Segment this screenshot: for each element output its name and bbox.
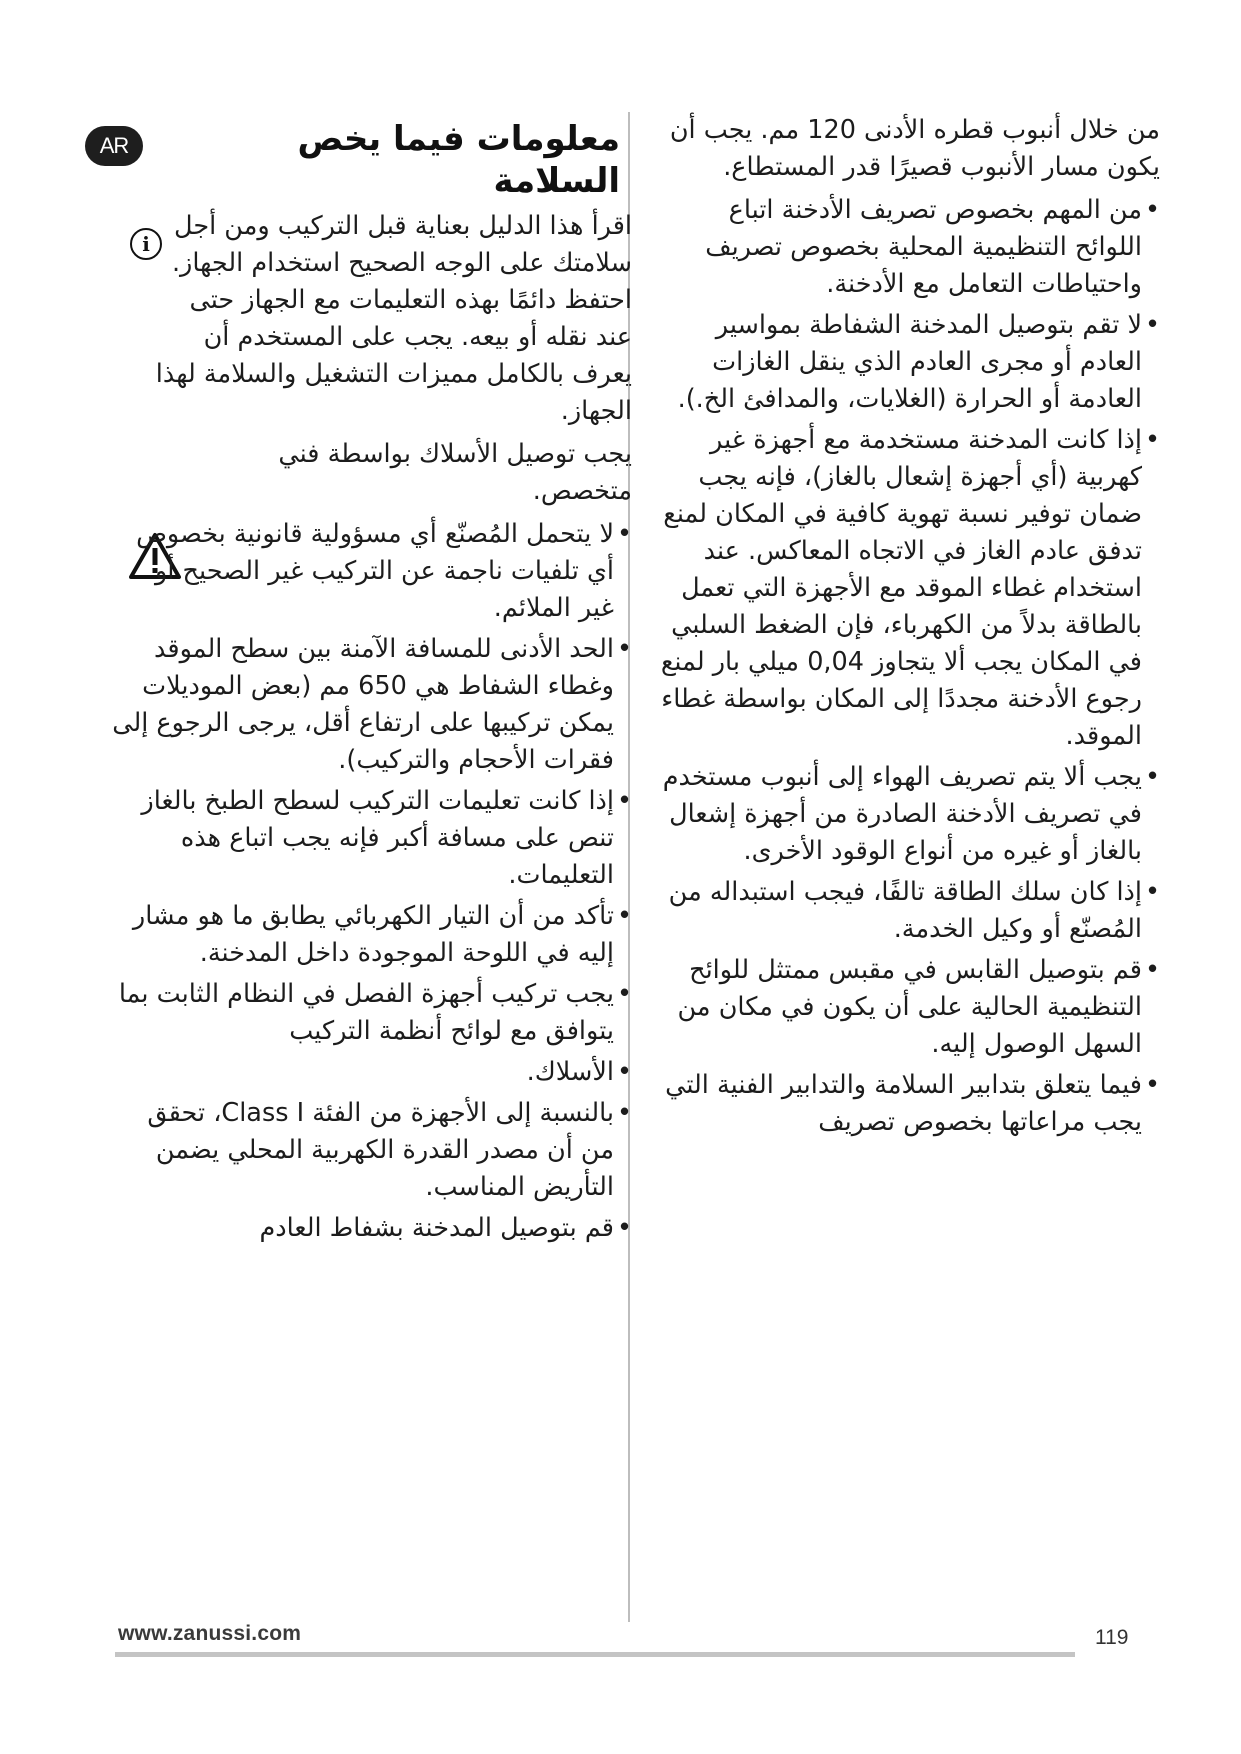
list-item: • بالنسبة إلى الأجهزة من الفئة Class I، تحقق من أن مصدر القدرة الكهربية المحلي يضمن التأريض المناسب. <box>112 1095 632 1206</box>
footer-rule <box>115 1652 1075 1657</box>
list-item: • لا يتحمل المُصنّع أي مسؤولية قانونية بخصوص أي تلفيات ناجمة عن التركيب غير الصحيح أو غير الملائم. <box>112 516 632 627</box>
list-item: • إذا كانت تعليمات التركيب لسطح الطبخ بالغاز تنص على مسافة أكبر فإنه يجب اتباع هذه التعليمات. <box>112 783 632 894</box>
page-number: 119 <box>1095 1626 1129 1649</box>
list-item: • إذا كان سلك الطاقة تالفًا، فيجب استبداله من المُصنّع أو وكيل الخدمة. <box>655 874 1160 948</box>
footer-website-link[interactable]: www.zanussi.com <box>118 1622 302 1645</box>
right-column <box>655 112 1160 1612</box>
list-item: • قم بتوصيل المدخنة بشفاط العادم <box>112 1210 632 1247</box>
list-item: • يجب تركيب أجهزة الفصل في النظام الثابت بما يتوافق مع لوائح أنظمة التركيب <box>112 976 632 1050</box>
safety-list-right <box>655 192 1160 1141</box>
language-badge: AR <box>85 126 143 166</box>
list-item: • تأكد من أن التيار الكهربائي يطابق ما هو مشار إليه في اللوحة الموجودة داخل المدخنة. <box>112 898 632 972</box>
intro-paragraph: اقرأ هذا الدليل بعناية قبل التركيب ومن أجل سلامتك على الوجه الصحيح استخدام الجهاز. احتفظ دائمًا بهذه التعليمات مع الجهاز حتى عند نقله أو بيعه. يجب على المستخدم أن يعرف بالكامل مميزات التشغيل والسلامة لهذا الجهاز. <box>155 211 632 426</box>
list-item: • الحد الأدنى للمسافة الآمنة بين سطح الموقد وغطاء الشفاط هي 650 مم (بعض الموديلات يمكن تركيبها على ارتفاع أقل، يرجى الرجوع إلى فقرات الأحجام والتركيب). <box>112 631 632 779</box>
list-item: • من المهم بخصوص تصريف الأدخنة اتباع اللوائح التنظيمية المحلية بخصوص تصريف واحتياطات التعامل مع الأدخنة. <box>655 192 1160 303</box>
continued-paragraph: من خلال أنبوب قطره الأدنى 120 مم. يجب أن يكون مسار الأنبوب قصيرًا قدر المستطاع. <box>669 115 1160 182</box>
safety-list-left <box>112 516 632 1247</box>
warning-paragraph: يجب توصيل الأسلاك بواسطة فني متخصص. <box>278 439 632 506</box>
list-item: • لا تقم بتوصيل المدخنة الشفاطة بمواسير العادم أو مجرى العادم الذي ينقل الغازات العادمة أو الحرارة (الغلايات، والمدافئ الخ.). <box>655 307 1160 418</box>
list-item: • الأسلاك. <box>112 1054 632 1091</box>
left-column <box>112 208 632 1613</box>
list-item: • فيما يتعلق بتدابير السلامة والتدابير الفنية التي يجب مراعاتها بخصوص تصريف <box>655 1067 1160 1141</box>
page-header <box>85 118 630 208</box>
list-item: • يجب ألا يتم تصريف الهواء إلى أنبوب مستخدم في تصريف الأدخنة الصادرة من أجهزة إشعال بالغاز أو غيره من أنواع الوقود الأخرى. <box>655 759 1160 870</box>
info-icon: i <box>130 228 162 260</box>
page-title: معلومات فيما يخص السلامة <box>297 119 620 201</box>
list-item: • إذا كانت المدخنة مستخدمة مع أجهزة غير كهربية (أي أجهزة إشعال بالغاز)، فإنه يجب ضمان توفير نسبة تهوية كافية في المكان لمنع تدفق عادم الغاز في الاتجاه المعاكس. عند استخدام غطاء الموقد مع الأجهزة التي تعمل بالطاقة بدلاً من الكهرباء، فإن الضغط السلبي في المكان يجب ألا يتجاوز 0,04 ميلي بار لمنع رجوع الأدخنة مجددًا إلى المكان بواسطة غطاء الموقد. <box>655 422 1160 755</box>
list-item: • قم بتوصيل القابس في مقبس ممتثل للوائح التنظيمية الحالية على أن يكون في مكان من السهل الوصول إليه. <box>655 952 1160 1063</box>
